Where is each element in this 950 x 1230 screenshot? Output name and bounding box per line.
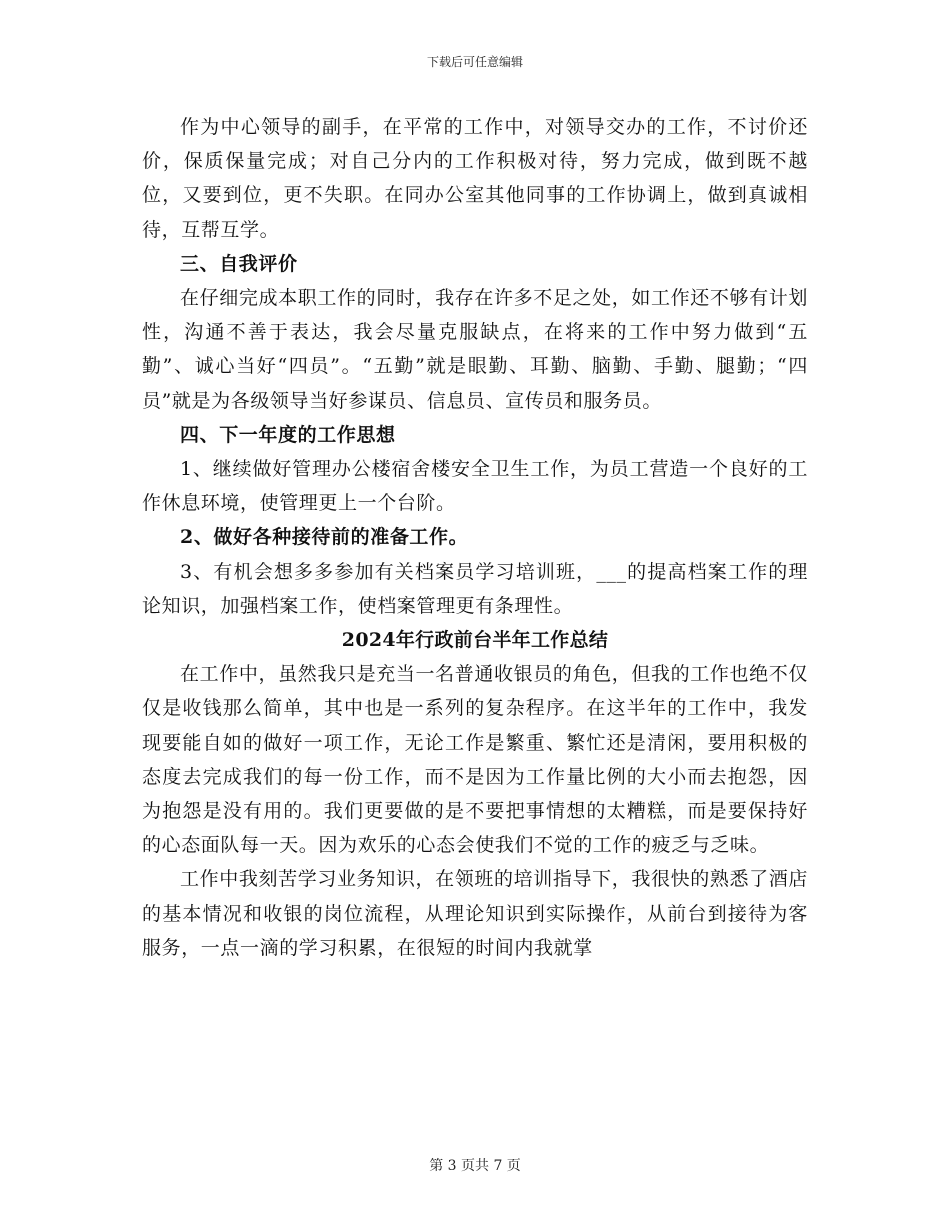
document-body [142,110,808,965]
paragraph-learning: 工作中我刻苦学习业务知识，在领班的培训指导下，我很快的熟悉了酒店的基本情况和收银的岗位流程，从理论知识到实际操作，从前台到接待为客服务，一点一滴的学习积累，在很短的时间内我就掌 [142,868,808,959]
paragraph-plan-3: 3、有机会想多多参加有关档案员学习培训班，___的提高档案工作的理论知识，加强档案工作，使档案管理更有条理性。 [142,560,808,617]
paragraph-duties: 作为中心领导的副手，在平常的工作中，对领导交办的工作，不讨价还价，保质保量完成；对自己分内的工作积极对待，努力完成，做到既不越位，又要到位，更不失职。在同办公室其他同事的工作协调上，做到真诚相待，互帮互学。 [142,116,808,241]
paragraph-self-evaluation: 在仔细完成本职工作的同时，我存在许多不足之处，如工作还不够有计划性，沟通不善于表达，我会尽量克服缺点，在将来的工作中努力做到“五勤”、诚心当好“四员”。“五勤”就是眼勤、耳勤、脑勤、手勤、腿勤；“四员”就是为各级领导当好参谋员、信息员、宣传员和服务员。 [142,287,808,412]
page-header: 下载后可任意编辑 [426,55,523,69]
section-heading-next-year: 四、下一年度的工作思想 [180,423,396,446]
section-heading-self-evaluation: 三、自我评价 [180,252,298,275]
paragraph-plan-2: 2、做好各种接待前的准备工作。 [180,526,469,549]
paragraph-plan-1: 1、继续做好管理办公楼宿舍楼安全卫生工作，为员工营造一个良好的工作休息环境，使管理更上一个台阶。 [142,458,808,515]
page-footer: 第 3 页共 7 页 [429,1158,521,1174]
paragraph-cashier-work: 在工作中，虽然我只是充当一名普通收银员的角色，但我的工作也绝不仅仅是收钱那么简单，其中也是一系列的复杂程序。在这半年的工作中，我发现要能自如的做好一项工作，无论工作是繁重、繁忙还是清闲，要用积极的态度去完成我们的每一份工作，而不是因为工作量比例的大小而去抱怨，因为抱怨是没有用的。我们更要做的是不要把事情想的太糟糕，而是要保持好的心态面队每一天。因为欢乐的心态会使我们不觉的工作的疲乏与乏味。 [142,663,808,857]
document-title: 2024年行政前台半年工作总结 [341,629,609,652]
